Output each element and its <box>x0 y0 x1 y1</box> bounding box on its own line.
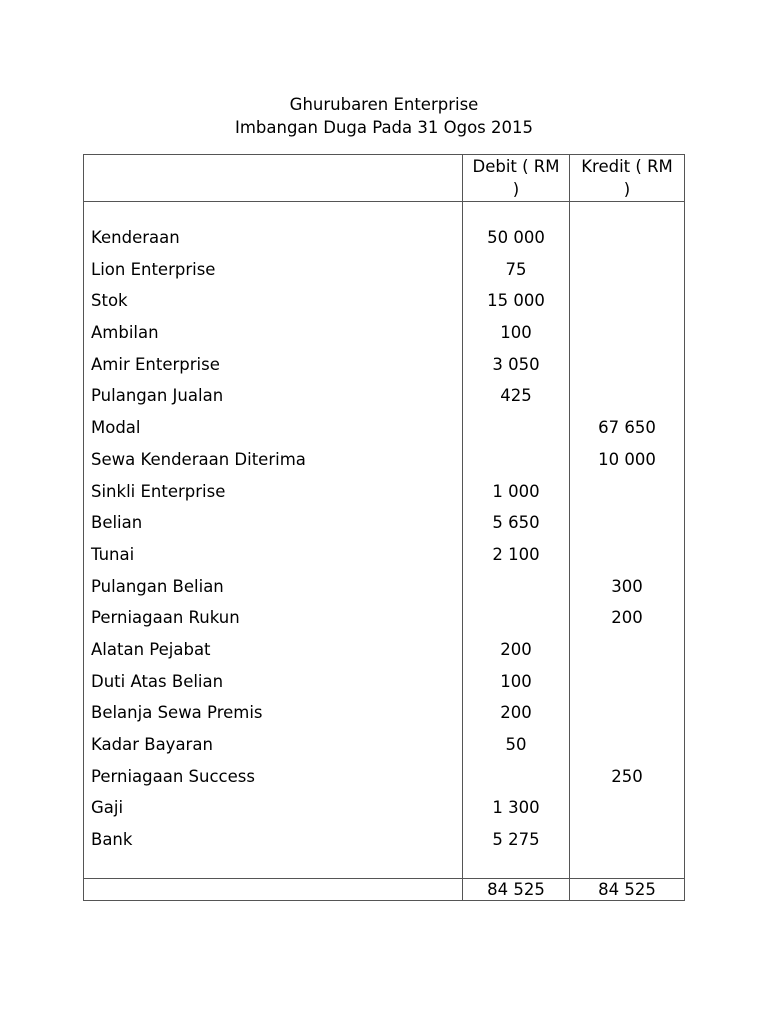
account-name: Sinkli Enterprise <box>91 481 226 501</box>
debit-amount <box>463 412 569 444</box>
debit-amount: 200 <box>500 639 532 659</box>
debit-column <box>463 202 570 879</box>
debit-amount: 100 <box>500 671 532 691</box>
credit-amount <box>570 476 684 508</box>
credit-column <box>570 202 685 879</box>
credit-amount: 10 000 <box>598 449 656 469</box>
credit-amount <box>570 317 684 349</box>
debit-amount: 2 100 <box>492 544 540 564</box>
debit-header-line1: Debit ( RM <box>472 157 560 176</box>
account-name: Lion Enterprise <box>91 259 216 279</box>
account-name: Pulangan Belian <box>91 576 224 596</box>
credit-amount <box>570 729 684 761</box>
account-name: Belian <box>91 513 143 533</box>
table-header-row <box>84 155 685 202</box>
debit-amount <box>463 444 569 476</box>
account-header-cell <box>84 155 463 202</box>
debit-amount: 5 275 <box>492 830 540 850</box>
credit-amount <box>570 285 684 317</box>
credit-amount <box>570 666 684 698</box>
debit-amount: 75 <box>505 259 527 279</box>
credit-header <box>570 155 685 202</box>
debit-amount: 50 000 <box>487 228 545 247</box>
credit-amount <box>570 697 684 729</box>
credit-amount <box>570 539 684 571</box>
credit-amount: 300 <box>611 576 643 596</box>
credit-header-line2: ) <box>623 180 631 199</box>
account-name: Sewa Kenderaan Diterima <box>91 449 306 469</box>
total-label-cell <box>84 879 463 901</box>
account-name: Perniagaan Rukun <box>91 608 240 628</box>
credit-amount: 200 <box>611 608 643 628</box>
total-debit: 84 525 <box>463 879 570 901</box>
company-name: Ghurubaren Enterprise <box>289 95 479 114</box>
credit-header-line1: Kredit ( RM <box>581 157 673 176</box>
credit-amount <box>570 222 684 254</box>
debit-amount: 100 <box>500 323 532 343</box>
account-name: Amir Enterprise <box>91 354 220 374</box>
document-title-block <box>0 93 768 139</box>
account-name: Tunai <box>91 544 135 564</box>
credit-amount <box>570 507 684 539</box>
debit-amount <box>463 761 569 793</box>
account-name: Kenderaan <box>91 228 180 247</box>
credit-amount <box>570 254 684 286</box>
debit-amount <box>463 602 569 634</box>
account-name: Ambilan <box>91 323 159 343</box>
account-name: Perniagaan Success <box>91 766 255 786</box>
total-credit: 84 525 <box>570 879 685 901</box>
debit-amount <box>463 571 569 603</box>
credit-amount <box>570 824 684 856</box>
account-name: Modal <box>91 418 141 438</box>
account-name: Pulangan Jualan <box>91 386 224 406</box>
account-name: Stok <box>91 291 128 311</box>
table-body-row <box>84 202 685 879</box>
debit-amount: 5 650 <box>492 513 540 533</box>
credit-amount: 250 <box>611 766 643 786</box>
account-name: Kadar Bayaran <box>91 735 213 754</box>
trial-balance-table <box>83 154 685 901</box>
credit-amount: 67 650 <box>598 418 656 438</box>
credit-amount <box>570 634 684 666</box>
table-total-row <box>84 879 685 901</box>
debit-amount: 3 050 <box>492 354 540 374</box>
debit-amount: 15 000 <box>487 291 545 311</box>
account-name: Duti Atas Belian <box>91 671 224 691</box>
statement-title: Imbangan Duga Pada 31 Ogos 2015 <box>234 118 534 137</box>
debit-header-line2: ) <box>512 180 520 199</box>
account-name: Gaji <box>91 798 124 818</box>
debit-amount: 425 <box>500 386 532 406</box>
debit-amount: 1 300 <box>492 798 540 818</box>
credit-amount <box>570 380 684 412</box>
debit-amount: 200 <box>500 703 532 723</box>
credit-amount <box>570 792 684 824</box>
debit-amount: 50 <box>505 735 527 754</box>
account-name: Alatan Pejabat <box>91 639 211 659</box>
debit-header <box>463 155 570 202</box>
account-column <box>84 202 463 879</box>
credit-amount <box>570 349 684 381</box>
account-name: Belanja Sewa Premis <box>91 703 263 723</box>
debit-amount: 1 000 <box>492 481 540 501</box>
account-name: Bank <box>91 830 133 850</box>
